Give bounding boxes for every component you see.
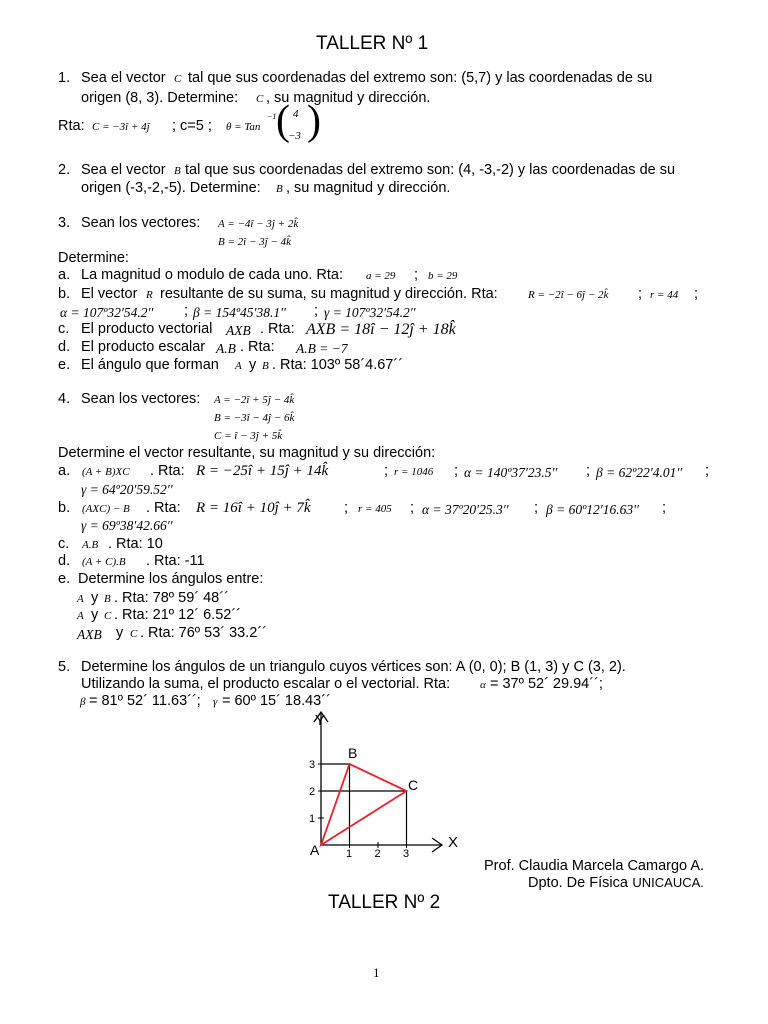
formula: β = 154º45′38.1′′ (193, 305, 287, 320)
problem-text: = 37º 52´ 29.94´´; (490, 676, 603, 692)
formula: a = 29 (366, 270, 396, 282)
problem-text: Sean los vectores: (81, 215, 201, 231)
problem-text: Sean los vectores: (81, 391, 201, 407)
problem-text: , su magnitud y dirección. (266, 90, 431, 106)
problem-text: origen (-3,-2,-5). Determine: (81, 180, 261, 196)
section-label: Determine el vector resultante, su magnitud y su dirección: (58, 445, 436, 461)
left-paren: ( (276, 98, 290, 144)
problem-number: 2. (58, 162, 71, 178)
page-title: TALLER Nº 1 (316, 33, 429, 54)
item-text: ; (314, 303, 319, 319)
problem-number: 3. (58, 215, 71, 231)
item-label: d. (58, 553, 71, 569)
formula: α = 107º32′54.2′′ (60, 305, 154, 320)
formula: γ = 107º32′54.2′′ (324, 305, 416, 320)
formula: β = 62º22′4.01′′ (596, 465, 683, 480)
item-text: ; (384, 463, 389, 479)
formula: A.B (82, 539, 99, 551)
y-tick-label: 2 (309, 786, 316, 798)
formula: R = −2î − 6ĵ − 2k̂ (528, 289, 609, 301)
problem-text: tal que sus coordenadas del extremo son: (5,7) y las coordenadas de su (188, 70, 653, 86)
item-label: a. (58, 267, 71, 283)
formula: α = 37º20′25.3′′ (422, 502, 509, 517)
item-label: b. (58, 286, 71, 302)
problem-text: Sea el vector (81, 70, 166, 86)
vector-symbol: B (262, 360, 269, 372)
item-text: y (91, 607, 99, 623)
item-text: ; (414, 267, 419, 283)
formula: r = 405 (358, 503, 392, 515)
item-label: c. (58, 536, 70, 552)
vector-symbol: C (104, 610, 112, 622)
item-text: . Rta: 21º 12´ 6.52´´ (114, 607, 241, 623)
author-line: Prof. Claudia Marcela Camargo A. (484, 858, 705, 874)
department-text: Dpto. De Física (528, 875, 628, 891)
formula: B = 2î − 3ĵ − 4k̂ (218, 236, 291, 248)
university-text: UNICAUCA. (632, 875, 704, 890)
formula: r = 1046 (394, 466, 434, 478)
x-axis-label: X (448, 834, 459, 851)
item-text: y (91, 590, 99, 606)
vector-symbol: C (256, 93, 264, 105)
item-text: . Rta: 78º 59´ 48´´ (114, 590, 229, 606)
item-text: Determine los ángulos entre: (78, 571, 264, 587)
problem-text: = 81º 52´ 11.63´´; (89, 693, 201, 709)
vector-symbol: A (77, 610, 84, 622)
formula: A.B = −7 (296, 341, 348, 356)
formula: γ = 69º38′42.66′′ (81, 518, 173, 533)
item-label: d. (58, 339, 71, 355)
vector-symbol: C (130, 628, 138, 640)
formula: θ = Tan (226, 121, 261, 133)
formula: (A + B)XC (82, 466, 130, 478)
item-text: . Rta: 76º 53´ 33.2´´ (140, 625, 267, 641)
item-text: ; (454, 463, 459, 479)
item-text: y (116, 625, 124, 641)
formula: γ = 64º20′59.52′′ (81, 482, 173, 497)
y-tick-label: 1 (309, 813, 316, 825)
item-label: e. (58, 571, 71, 587)
answer-label: Rta: (58, 118, 85, 134)
item-text: . Rta: -11 (146, 553, 205, 569)
next-section-title: TALLER Nº 2 (328, 892, 441, 913)
problem-text: origen (8, 3). Determine: (81, 90, 239, 106)
formula: AXB (226, 323, 251, 338)
x-tick-label: 3 (403, 848, 410, 860)
problem-text: = 60º 15´ 18.43´´ (222, 693, 331, 709)
x-tick-label: 2 (374, 848, 381, 860)
formula: β = 60º12′16.63′′ (546, 502, 640, 517)
item-label: e. (58, 357, 71, 373)
formula: (AXC) − B (82, 503, 130, 515)
problem-text: , su magnitud y dirección. (286, 180, 451, 196)
greek-symbol: β (80, 696, 86, 708)
point-label-b: B (348, 745, 358, 761)
item-text: El producto escalar (81, 339, 206, 355)
item-text: . Rta: (260, 321, 295, 337)
item-text: . Rta: 10 (108, 536, 163, 552)
department-line (528, 874, 704, 892)
formula: B = −3î − 4ĵ − 6k̂ (214, 412, 295, 424)
vector-symbol: AXB (77, 627, 102, 642)
item-text: ; (344, 500, 349, 516)
formula: A.B (216, 341, 236, 356)
item-text: ; (705, 463, 710, 479)
triangle-abc (321, 764, 407, 845)
vector-symbol: B (174, 165, 181, 177)
fraction-bottom: −3 (288, 130, 301, 142)
item-text: ; (638, 286, 643, 302)
right-paren: ) (307, 98, 321, 144)
vector-symbol: A (77, 593, 84, 605)
y-tick-label: 3 (309, 759, 316, 771)
fraction-top: 4 (293, 108, 299, 120)
item-text: ; (184, 303, 189, 319)
problem-text: Determine los ángulos de un triangulo cuyos vértices son: A (0, 0); B (1, 3) y C (3, 2). (81, 659, 626, 675)
formula: A = −4î − 3ĵ + 2k̂ (218, 218, 299, 230)
vector-symbol: C (174, 73, 182, 85)
item-text: ; (586, 463, 591, 479)
problem-number: 4. (58, 391, 71, 407)
problem-number: 5. (58, 659, 71, 675)
item-text: . Rta: (146, 500, 181, 516)
item-text: El ángulo que forman (81, 357, 219, 373)
item-text: El vector (81, 286, 138, 302)
item-text: El producto vectorial (81, 321, 213, 337)
formula: r = 44 (650, 289, 679, 301)
page-number: 1 (373, 965, 380, 980)
x-tick-label: 1 (346, 848, 353, 860)
vector-symbol: B (276, 183, 283, 195)
item-label: c. (58, 321, 70, 337)
formula: C = î − 3ĵ + 5k̂ (214, 430, 283, 442)
item-text: . Rta: 103º 58´4.67´´ (272, 357, 404, 373)
item-text: ; (694, 286, 699, 302)
vector-symbol: B (104, 593, 111, 605)
item-text: ; (534, 500, 539, 516)
formula: R = 16î + 10ĵ + 7k̂ (196, 500, 311, 516)
item-text: ; (662, 500, 667, 516)
item-text: . Rta: (150, 463, 185, 479)
item-text: resultante de su suma, su magnitud y dirección. Rta: (160, 286, 498, 302)
item-text: ; (410, 500, 415, 516)
item-text: La magnitud o modulo de cada uno. Rta: (81, 267, 343, 283)
problem-text: Sea el vector (81, 162, 166, 178)
item-text: y (249, 357, 257, 373)
formula: C = −3î + 4ĵ (92, 121, 150, 133)
vector-symbol: A (235, 360, 242, 372)
triangle-figure (300, 705, 470, 865)
formula: A = −2î + 5ĵ − 4k̂ (214, 394, 295, 406)
point-label-c: C (408, 777, 419, 793)
formula-exponent: −1 (267, 112, 277, 121)
greek-symbol: γ (213, 696, 218, 708)
formula: α = 140º37′23.5′′ (464, 465, 558, 480)
formula: AXB = 18î − 12ĵ + 18k̂ (306, 321, 456, 338)
formula: R = −25î + 15ĵ + 14k̂ (196, 463, 329, 479)
item-label: b. (58, 500, 71, 516)
vector-symbol: R (146, 289, 153, 301)
problem-text: tal que sus coordenadas del extremo son: (4, -3,-2) y las coordenadas de su (185, 162, 676, 178)
y-axis-label: Y (315, 712, 326, 729)
section-label: Determine: (58, 250, 129, 266)
formula: (A + C).B (82, 556, 126, 568)
formula: b = 29 (428, 270, 458, 282)
greek-symbol: α (480, 679, 486, 691)
answer-text: ; c=5 ; (172, 118, 212, 134)
point-label-a: A (310, 842, 320, 858)
problem-number: 1. (58, 70, 71, 86)
problem-text: Utilizando la suma, el producto escalar o el vectorial. Rta: (81, 676, 451, 692)
item-label: a. (58, 463, 71, 479)
item-text: . Rta: (240, 339, 275, 355)
